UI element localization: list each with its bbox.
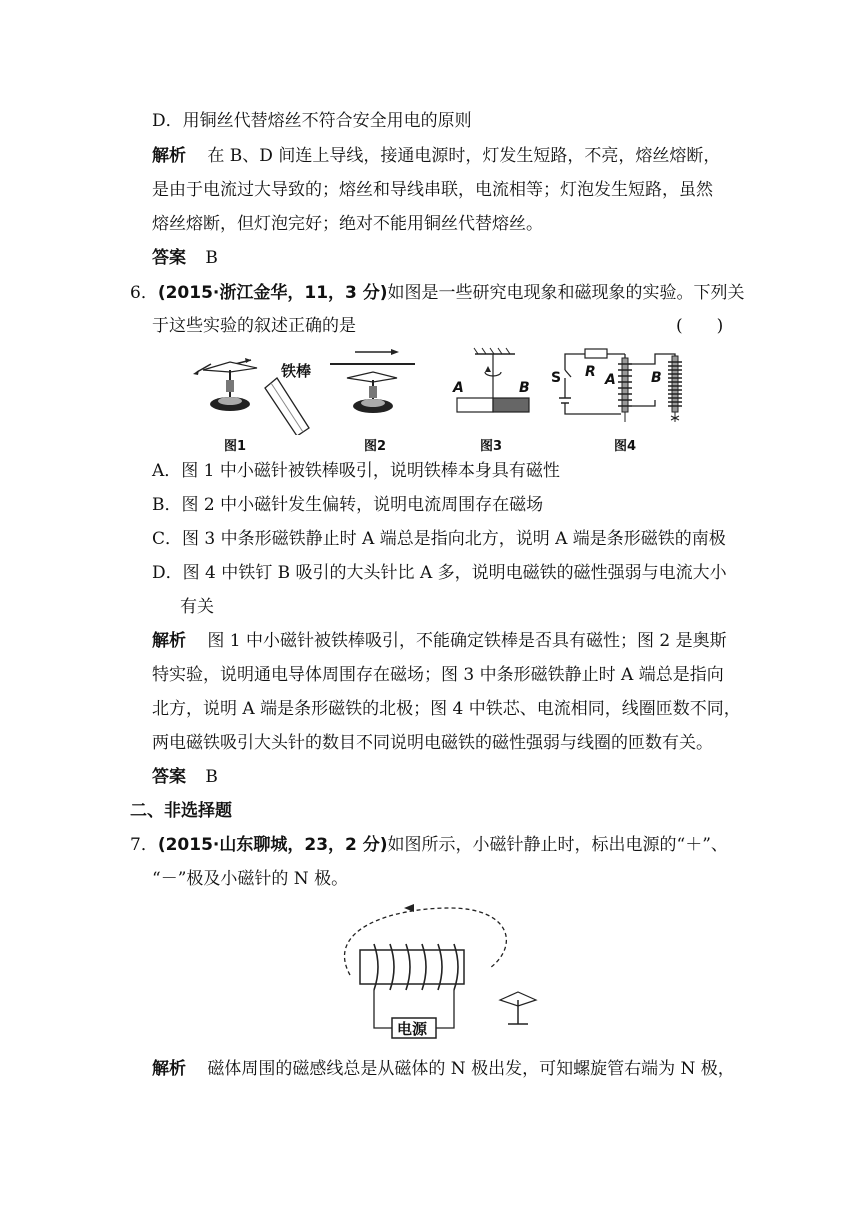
q6-option-c: C．图 3 中条形磁铁静止时 A 端总是指向北方，说明 A 端是条形磁铁的南极 (152, 529, 726, 549)
q6-analysis-line-4: 两电磁铁吸引大头针的数目不同说明电磁铁的磁性强弱与线圈的匝数有关。 (152, 733, 713, 753)
q6-analysis-line-2: 特实验，说明通电导体周围存在磁场；图 3 中条形磁铁静止时 A 端总是指向 (152, 665, 724, 685)
label-resistor-r: R (585, 364, 596, 380)
analysis-label: 解析 (152, 631, 186, 651)
answer-bracket: ( ) (676, 316, 724, 336)
q5-answer (152, 247, 218, 269)
answer-label: 答案 (152, 248, 186, 268)
field-direction-arrow (404, 904, 414, 912)
label-a-fig4: A (605, 372, 616, 388)
label-b-fig4: B (651, 370, 662, 386)
q6-answer (152, 766, 218, 788)
q6-analysis-line-1 (152, 630, 727, 652)
q6-analysis-line-3: 北方，说明 A 端是条形磁铁的北极；图 4 中铁芯、电流相同，线圈匝数不同， (152, 699, 741, 719)
q6-figure (185, 340, 725, 435)
power-supply-label: 电源 (397, 1020, 428, 1038)
fig1-compass (193, 358, 257, 411)
answer-value: B (205, 248, 218, 268)
q6-stem-line-2: 于这些实验的叙述正确的是 (152, 316, 356, 336)
question-source: (2015·山东聊城，23，2 分) (157, 835, 388, 855)
q6-option-b: B．图 2 中小磁针发生偏转，说明电流周围存在磁场 (152, 495, 544, 515)
small-compass (500, 992, 536, 1024)
q6-option-d-line-2: 有关 (180, 597, 214, 617)
label-switch-s: S (551, 370, 562, 386)
label-b-fig3: B (519, 380, 530, 396)
iron-rod-label: 铁棒 (281, 362, 312, 380)
question-stem: 如图所示，小磁针静止时，标出电源的“＋”、 (387, 835, 728, 855)
figure-caption-4: 图4 (614, 439, 637, 454)
q5-analysis-line-1 (152, 145, 720, 167)
q7-analysis-line-1 (152, 1058, 735, 1080)
question-source: (2015·浙江金华，11，3 分) (157, 283, 388, 303)
q7-stem-line-2: “－”极及小磁针的 N 极。 (152, 869, 349, 889)
fig1-iron-rod (265, 378, 309, 435)
q5-analysis-line-3: 熔丝熔断，但灯泡完好；绝对不能用铜丝代替熔丝。 (152, 214, 543, 234)
solenoid-core (360, 950, 464, 984)
q7-stem-line-1 (130, 834, 728, 856)
analysis-text: 磁体周围的磁感线总是从磁体的 N 极出发，可知螺旋管右端为 N 极， (207, 1059, 735, 1079)
analysis-text: 在 B、D 间连上导线，接通电源时，灯发生短路，不亮，熔丝熔断， (207, 146, 721, 166)
q7-figure (330, 900, 560, 1045)
analysis-text: 图 1 中小磁针被铁棒吸引，不能确定铁棒是否具有磁性；图 2 是奥斯 (207, 631, 727, 651)
analysis-label: 解析 (152, 1059, 186, 1079)
fig4-circuit (559, 349, 682, 422)
q6-option-d-line-1: D．图 4 中铁钉 B 吸引的大头针比 A 多，说明电磁铁的磁性强弱与电流大小 (152, 563, 727, 583)
q6-option-a: A．图 1 中小磁针被铁棒吸引，说明铁棒本身具有磁性 (152, 461, 560, 481)
answer-value: B (205, 767, 218, 787)
answer-label: 答案 (152, 767, 186, 787)
analysis-label: 解析 (152, 146, 186, 166)
q5-analysis-line-2: 是由于电流过大导致的；熔丝和导线串联，电流相等；灯泡发生短路，虽然 (152, 180, 713, 200)
figure-caption-2: 图2 (364, 439, 387, 454)
question-number: 6． (130, 283, 158, 303)
figure-caption-3: 图3 (480, 439, 503, 454)
fig2-oersted (330, 349, 415, 413)
section-title: 二、非选择题 (130, 801, 232, 821)
figure-caption-1: 图1 (224, 439, 247, 454)
question-number: 7． (130, 835, 158, 855)
q5-option-d: D．用铜丝代替熔丝不符合安全用电的原则 (152, 111, 472, 131)
q6-stem-line-1 (130, 282, 745, 304)
question-stem: 如图是一些研究电现象和磁现象的实验。下列关 (387, 283, 745, 303)
label-a-fig3: A (453, 380, 464, 396)
